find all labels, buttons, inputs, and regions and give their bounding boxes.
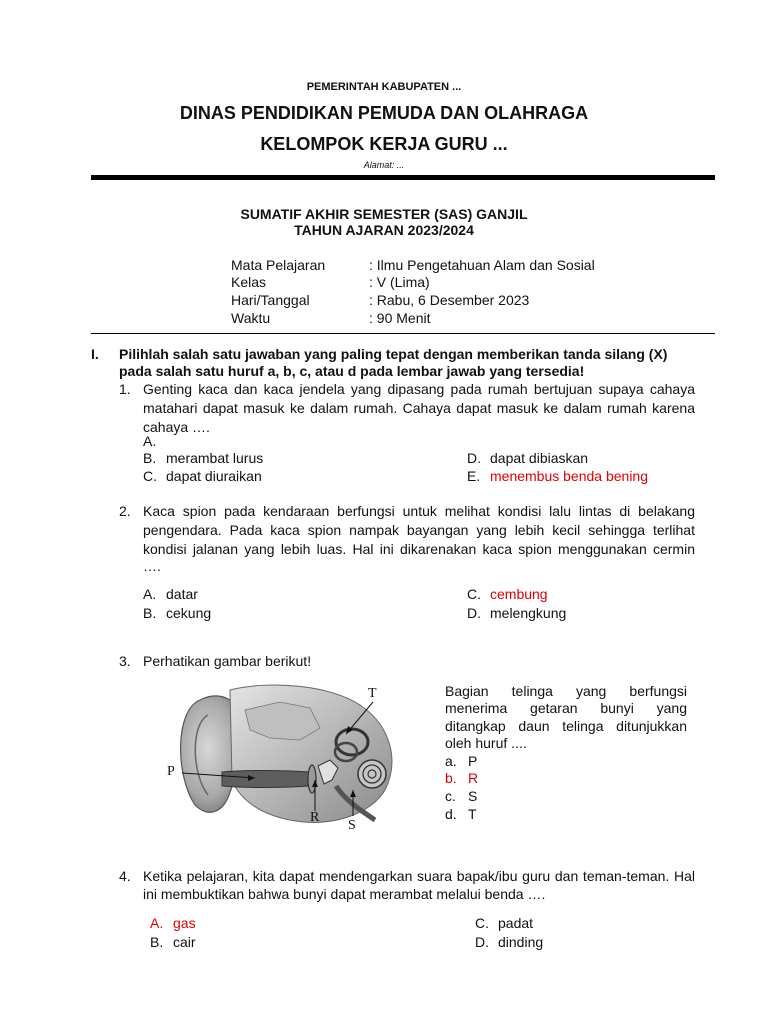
figure-label-t: T (368, 686, 377, 701)
meta-divider (91, 333, 715, 334)
header-divider (91, 175, 715, 180)
question-text: Bagian telinga yang berfungsi (445, 683, 687, 699)
meta-value: : Rabu, 6 Desember 2023 (369, 292, 530, 308)
option-letter: B. (150, 934, 164, 950)
option-text: T (468, 806, 477, 822)
group-title: KELOMPOK KERJA GURU ... (260, 134, 508, 154)
option-text: S (468, 788, 478, 804)
option-text-correct: cembung (490, 586, 548, 602)
option-letter: A. (143, 586, 157, 602)
option-letter: C. (143, 468, 157, 484)
option-text: dapat diuraikan (166, 468, 262, 484)
option-letter: a. (445, 753, 457, 769)
option-text: cair (173, 934, 196, 950)
option-letter: c. (445, 788, 456, 804)
figure-label-p: P (167, 764, 175, 779)
question-text: pengendara. Pada kaca spion nampak bayangan yang lebih kecil sehingga terlihat (143, 522, 695, 538)
question-text: matahari dapat masuk ke dalam rumah. Cahaya dapat masuk ke dalam rumah karena (143, 400, 695, 416)
address: Alamat: ... (363, 160, 405, 170)
figure-label-r: R (310, 810, 320, 825)
option-text-correct: gas (173, 915, 196, 931)
meta-label: Mata Pelajaran (231, 257, 326, 273)
meta-value: : 90 Menit (369, 310, 431, 326)
question-text: menerima getaran bunyi yang (445, 700, 687, 716)
exam-year: TAHUN AJARAN 2023/2024 (294, 222, 474, 238)
figure-label-s: S (348, 818, 356, 833)
option-letter-correct: b. (445, 770, 457, 786)
ear-anatomy-figure (160, 680, 410, 835)
question-text: ini membuktikan bahwa bunyi dapat merambat melalui benda …. (143, 886, 546, 902)
question-text: oleh huruf .... (445, 735, 527, 751)
question-text: cahaya …. (143, 419, 210, 435)
option-text: melengkung (490, 605, 567, 621)
meta-value: : Ilmu Pengetahuan Alam dan Sosial (369, 257, 595, 273)
option-letter: B. (143, 450, 157, 466)
exam-title: SUMATIF AKHIR SEMESTER (SAS) GANJIL (240, 206, 528, 222)
option-letter: E. (467, 468, 481, 484)
option-text: dinding (498, 934, 544, 950)
department-title: DINAS PENDIDIKAN PEMUDA DAN OLAHRAGA (179, 103, 589, 123)
option-text-correct: menembus benda bening (490, 468, 649, 484)
question-text: …. (143, 558, 161, 574)
option-letter-correct: A. (150, 915, 164, 931)
option-letter: C. (467, 586, 481, 602)
option-letter: A. (143, 433, 157, 449)
question-text: ditangkap daun telinga ditunjukkan (445, 718, 687, 734)
meta-value: : V (Lima) (369, 274, 430, 290)
option-text-correct: R (468, 770, 479, 786)
option-text: datar (166, 586, 198, 602)
question-number: 4. (119, 868, 131, 884)
option-letter: D. (475, 934, 489, 950)
option-letter: d. (445, 806, 457, 822)
option-letter: D. (467, 605, 481, 621)
government-line: PEMERINTAH KABUPATEN ... (306, 81, 462, 93)
question-text: Perhatikan gambar berikut! (143, 653, 312, 669)
option-text: P (468, 753, 478, 769)
question-number: 3. (119, 653, 131, 669)
question-text: Genting kaca dan kaca jendela yang dipasang pada rumah bertujuan supaya cahaya (143, 381, 695, 397)
question-text: Ketika pelajaran, kita dapat mendengarkan suara bapak/ibu guru dan teman-teman. Hal (143, 868, 695, 884)
option-letter: C. (475, 915, 489, 931)
option-text: padat (498, 915, 534, 931)
option-text: cekung (166, 605, 212, 621)
section-number: I. (91, 346, 99, 362)
section-instruction-line1: Pilihlah salah satu jawaban yang paling tepat dengan memberikan tanda silang (X) (119, 346, 668, 362)
question-text: Kaca spion pada kendaraan berfungsi untuk melihat kondisi lalu lintas di belakang (143, 503, 695, 519)
question-text: kondisi jalanan yang lebih luas. Hal ini dikarenakan kaca spion menggunakan cermin (143, 541, 695, 557)
meta-label: Waktu (231, 310, 271, 326)
question-number: 2. (119, 503, 131, 519)
option-text: dapat dibiaskan (490, 450, 589, 466)
option-text: merambat lurus (166, 450, 264, 466)
option-letter: D. (467, 450, 481, 466)
meta-label: Hari/Tanggal (231, 292, 310, 308)
section-instruction-line2: pada salah satu huruf a, b, c, atau d pada lembar jawab yang tersedia! (119, 363, 585, 379)
meta-label: Kelas (231, 274, 267, 290)
option-letter: B. (143, 605, 157, 621)
question-number: 1. (119, 381, 131, 397)
